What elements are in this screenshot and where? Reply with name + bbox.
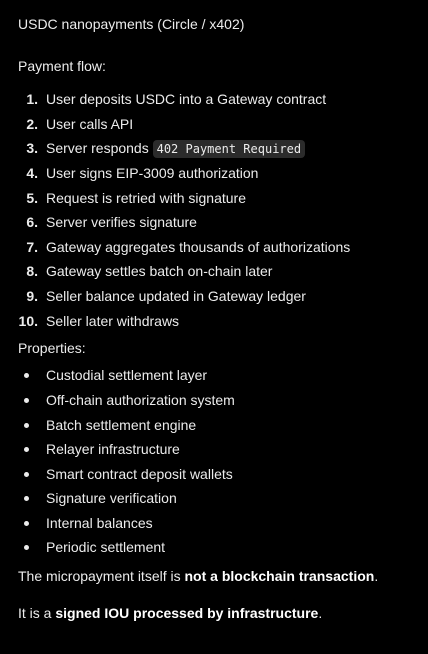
bullet-icon: [24, 373, 29, 378]
bullet-icon: [24, 521, 29, 526]
property-item: [18, 388, 410, 413]
property-item: [18, 413, 410, 438]
step-text: Gateway aggregates thousands of authorizations: [46, 238, 351, 255]
flow-step: [18, 87, 410, 112]
bullet-icon: [24, 423, 29, 428]
conclusion-paragraph-2: [18, 603, 410, 623]
property-text: Periodic settlement: [46, 539, 166, 556]
step-number: 8.: [26, 263, 38, 280]
payment-flow-label: Payment flow:: [18, 58, 106, 74]
step-number: 6.: [26, 214, 38, 231]
paragraph-emphasis: not a blockchain transaction: [184, 567, 375, 584]
property-item: [18, 511, 410, 536]
step-number: 2.: [26, 115, 38, 132]
paragraph-text: .: [318, 604, 323, 621]
step-text: Seller balance updated in Gateway ledger: [46, 288, 306, 305]
step-text: Seller later withdraws: [46, 312, 180, 329]
paragraph-emphasis: signed IOU processed by infrastructure: [55, 604, 319, 621]
step-number: 4.: [26, 164, 38, 181]
property-text: Signature verification: [46, 490, 177, 507]
flow-step: [18, 112, 410, 137]
step-number: 1.: [26, 91, 38, 107]
step-text: Gateway settles batch on-chain later: [46, 263, 273, 280]
flow-step: [18, 235, 410, 260]
flow-step: [18, 259, 410, 284]
paragraph-text: It is a: [18, 604, 56, 621]
step-number: 7.: [26, 238, 38, 255]
flow-step: [18, 186, 410, 211]
step-text: Server responds: [46, 140, 153, 157]
property-item: [18, 437, 410, 462]
step-text: User deposits USDC into a Gateway contract: [46, 91, 327, 107]
step-text: User signs EIP-3009 authorization: [46, 164, 259, 181]
property-text: Batch settlement engine: [46, 416, 197, 433]
property-text: Smart contract deposit wallets: [46, 465, 233, 482]
bullet-icon: [24, 545, 29, 550]
paragraph-text: .: [374, 567, 379, 584]
bullet-icon: [24, 447, 29, 452]
flow-step: [18, 309, 410, 334]
paragraph-text: The micropayment itself is: [18, 567, 185, 584]
property-text: Custodial settlement layer: [46, 367, 208, 384]
flow-step: [18, 210, 410, 235]
document-title: USDC nanopayments (Circle / x402): [18, 16, 245, 32]
bullet-icon: [24, 496, 29, 501]
payment-flow-list: [18, 87, 410, 333]
step-text: Request is retried with signature: [46, 189, 246, 206]
step-number: 9.: [26, 288, 38, 305]
conclusion-paragraph-1: [18, 566, 410, 586]
property-text: Relayer infrastructure: [46, 441, 180, 458]
step-text: User calls API: [46, 115, 134, 132]
flow-step: [18, 284, 410, 309]
step-number: 10.: [18, 312, 38, 329]
property-item: [18, 363, 410, 388]
step-text: Server verifies signature: [46, 214, 197, 231]
step-number: 5.: [26, 189, 38, 206]
properties-label: Properties:: [18, 340, 86, 357]
bullet-icon: [24, 472, 29, 477]
property-item: [18, 462, 410, 487]
property-text: Internal balances: [46, 514, 153, 531]
inline-code: 402 Payment Required: [153, 140, 306, 158]
properties-list: [18, 363, 410, 559]
flow-step: [18, 136, 410, 161]
property-item: [18, 535, 410, 560]
property-text: Off-chain authorization system: [46, 391, 235, 408]
bullet-icon: [24, 398, 29, 403]
step-number: 3.: [26, 140, 38, 157]
flow-step: [18, 161, 410, 186]
property-item: [18, 486, 410, 511]
